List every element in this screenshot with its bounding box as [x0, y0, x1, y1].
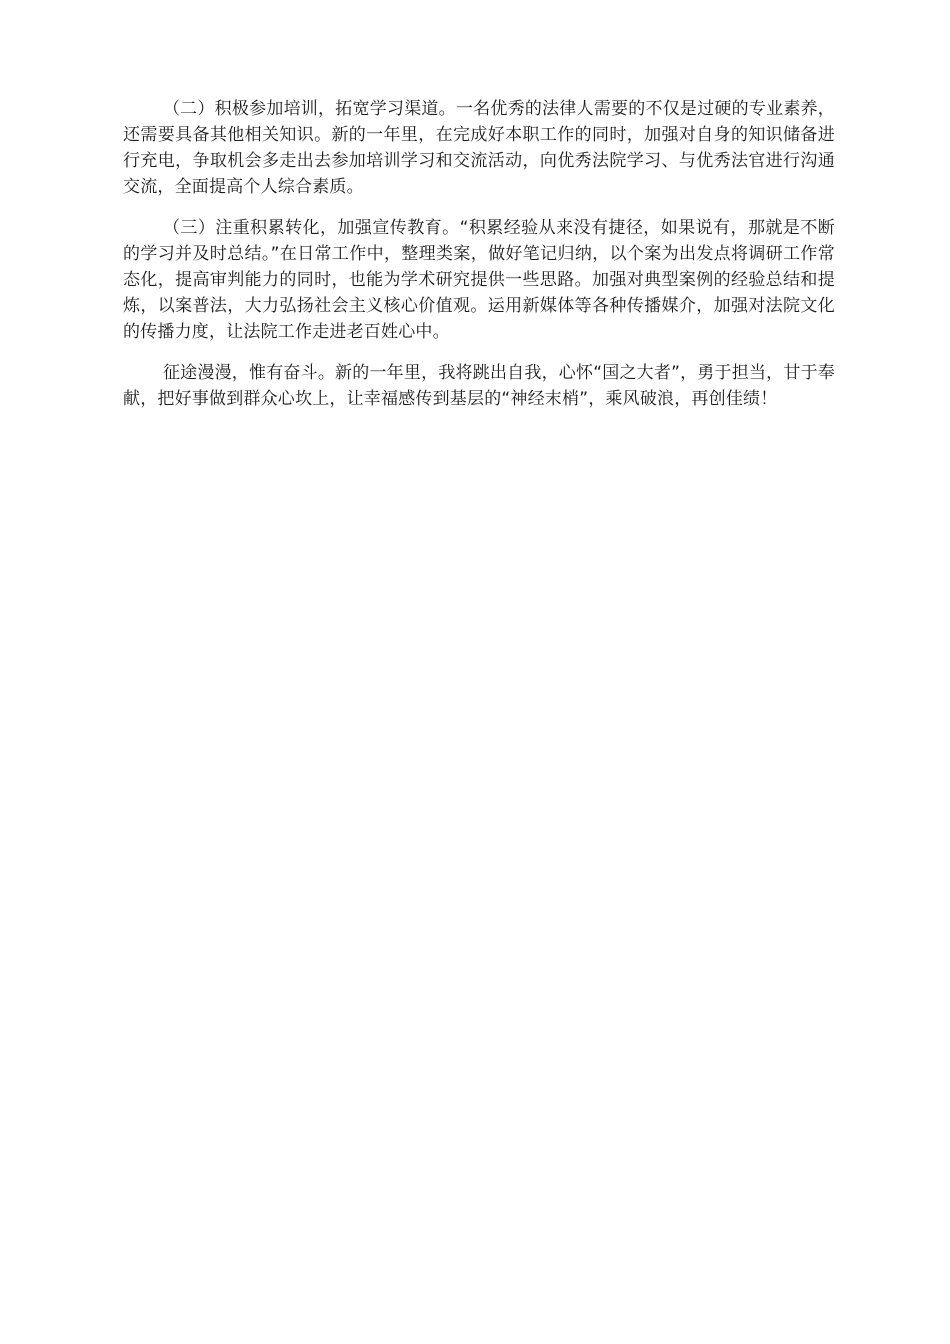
paragraph-training: （二）积极参加培训，拓宽学习渠道。一名优秀的法律人需要的不仅是过硬的专业素养，还需要具备其他相关知识。新的一年里，在完成好本职工作的同时，加强对自身的知识储备进行充电，争取机会多走出去参加培训学习和交流活动，向优秀法院学习、与优秀法官进行沟通交流，全面提高个人综合素质。 [123, 99, 835, 197]
paragraph-accumulation: （三）注重积累转化，加强宣传教育。“积累经验从来没有捷径，如果说有，那就是不断的学习并及时总结。”在日常工作中，整理类案，做好笔记归纳，以个案为出发点将调研工作常态化，提高审判能力的同时，也能为学术研究提供一些思路。加强对典型案例的经验总结和提炼，以案普法，大力弘扬社会主义核心价值观。运用新媒体等各种传播媒介，加强对法院文化的传播力度，让法院工作走进老百姓心中。 [123, 218, 835, 342]
document-body [123, 96, 835, 427]
paragraph-conclusion: 征途漫漫，惟有奋斗。新的一年里，我将跳出自我，心怀“国之大者”，勇于担当，甘于奉献，把好事做到群众心坎上，让幸福感传到基层的“神经末梢”，乘风破浪，再创佳绩！ [123, 363, 835, 409]
